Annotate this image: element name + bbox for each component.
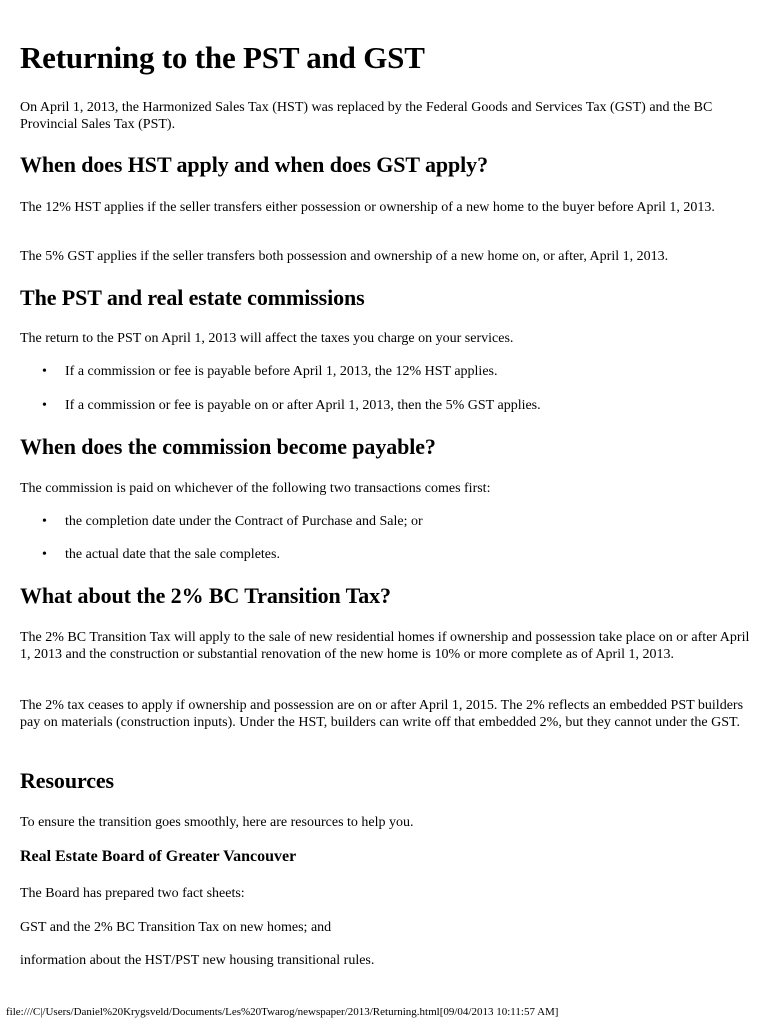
bullet-icon: • (42, 364, 47, 379)
section-heading-transition-tax: What about the 2% BC Transition Tax? (20, 583, 391, 608)
section-heading-pst-commissions: The PST and real estate commissions (20, 285, 365, 310)
tax-ceases-paragraph: The 2% tax ceases to apply if ownership and possession are on or after April 1, 2015. The 2% reflects an embedded PST builders pay on materials (construction inputs). Under the HST, builders can write off that embedded 2%, but they cannot under the GST. (20, 698, 744, 730)
bullet-icon: • (42, 398, 47, 413)
list-item-text: the actual date that the sale completes. (65, 547, 280, 562)
hst-paragraph: The 12% HST applies if the seller transfers either possession or ownership of a new home to the buyer before April 1, 2013. (20, 200, 715, 215)
list-item-text: If a commission or fee is payable before April 1, 2013, the 12% HST applies. (65, 364, 498, 379)
page-footer-url: file:///C|/Users/Daniel%20Krygsveld/Documents/Les%20Twarog/newspaper/2013/Returning.html[09/04/2013 10:11:57 AM] (6, 1006, 559, 1018)
pst-commissions-paragraph: The return to the PST on April 1, 2013 will affect the taxes you charge on your services. (20, 331, 514, 346)
list-item-text: the completion date under the Contract of Purchase and Sale; or (65, 514, 423, 529)
section-heading-hst-gst: When does HST apply and when does GST apply? (20, 152, 488, 177)
resources-paragraph: To ensure the transition goes smoothly, here are resources to help you. (20, 815, 414, 830)
page-title: Returning to the PST and GST (20, 40, 425, 75)
bullet-icon: • (42, 547, 47, 562)
section-heading-commission-payable: When does the commission become payable? (20, 434, 436, 459)
intro-paragraph: On April 1, 2013, the Harmonized Sales Tax (HST) was replaced by the Federal Goods and Services Tax (GST) and the BC Provincial Sales Tax (PST). (20, 100, 713, 132)
fact-sheet-hst-pst: information about the HST/PST new housing transitional rules. (20, 953, 375, 968)
commission-payable-paragraph: The commission is paid on whichever of the following two transactions comes first: (20, 481, 491, 496)
fact-sheet-gst: GST and the 2% BC Transition Tax on new homes; and (20, 920, 332, 935)
transition-tax-paragraph: The 2% BC Transition Tax will apply to the sale of new residential homes if ownership and possession take place on or after April 1, 2013 and the construction or substantial renovation of the new home is 10% or more complete as of April 1, 2013. (20, 630, 750, 662)
fact-sheets-paragraph: The Board has prepared two fact sheets: (20, 886, 245, 901)
gst-paragraph: The 5% GST applies if the seller transfers both possession and ownership of a new home on, or after, April 1, 2013. (20, 249, 669, 264)
bullet-icon: • (42, 514, 47, 529)
list-item-text: If a commission or fee is payable on or after April 1, 2013, then the 5% GST applies. (65, 398, 541, 413)
section-heading-resources: Resources (20, 768, 115, 793)
resources-subheading: Real Estate Board of Greater Vancouver (20, 848, 297, 865)
